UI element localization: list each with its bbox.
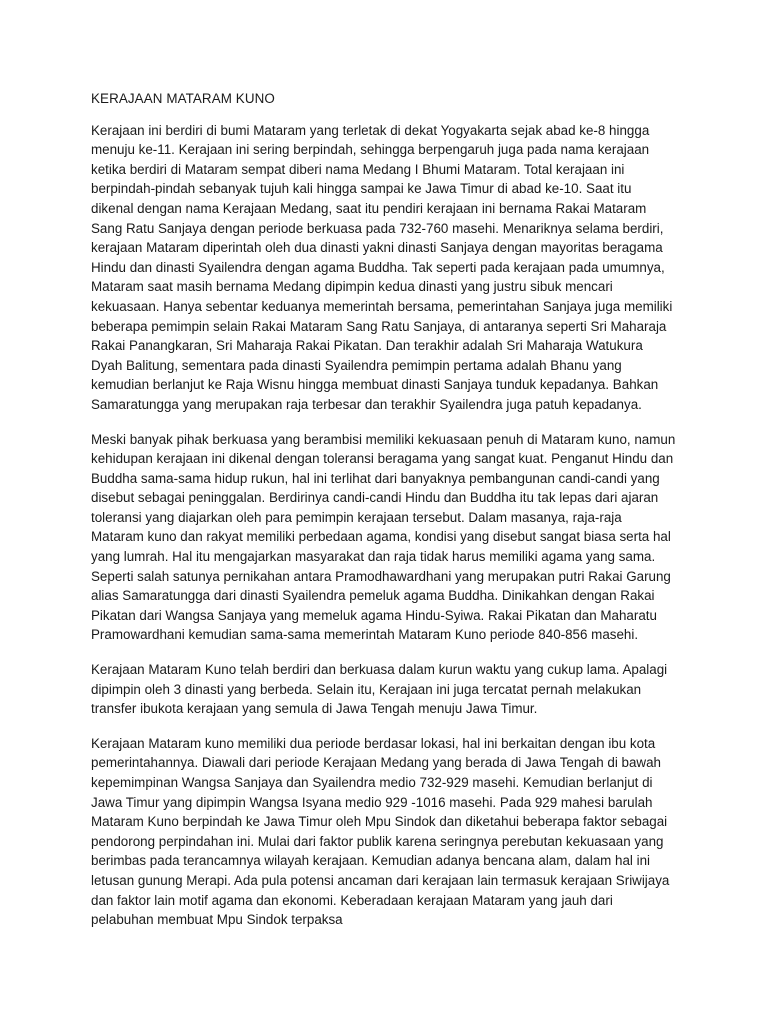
- paragraph-3: Kerajaan Mataram Kuno telah berdiri dan berkuasa dalam kurun waktu yang cukup lama. Apalagi dipimpin oleh 3 dinasti yang berbeda. Selain itu, Kerajaan ini juga tercatat pernah melakukan transfer ibukota kerajaan yang semula di Jawa Tengah menuju Jawa Timur.: [91, 662, 668, 717]
- paragraph-1: Kerajaan ini berdiri di bumi Mataram yang terletak di dekat Yogyakarta sejak abad ke-8 hingga menuju ke-11. Kerajaan ini sering berpindah, sehingga berpengaruh juga pada nama kerajaan ketika berdiri di Mataram sempat diberi nama Medang I Bhumi Mataram. Total kerajaan ini berpindah-pindah sebanyak tujuh kali hingga sampai ke Jawa Timur di abad ke-10. Saat itu dikenal dengan nama Kerajaan Medang, saat itu pendiri kerajaan ini bernama Rakai Mataram Sang Ratu Sanjaya dengan periode berkuasa pada 732-760 masehi. Menariknya selama berdiri, kerajaan Mataram diperintah oleh dua dinasti yakni dinasti Sanjaya dengan mayoritas beragama Hindu dan dinasti Syailendra dengan agama Buddha. Tak seperti pada kerajaan pada umumnya, Mataram saat masih bernama Medang dipimpin kedua dinasti yang justru sibuk mencari kekuasaan. Hanya sebentar keduanya memerintah bersama, pemerintahan Sanjaya juga memiliki beberapa pemimpin selain Rakai Mataram Sang Ratu Sanjaya, di antaranya seperti Sri Maharaja Rakai Panangkaran, Sri Maharaja Rakai Pikatan. Dan terakhir adalah Sri Maharaja Watukura Dyah Balitung, sementara pada dinasti Syailendra pemimpin pertama adalah Bhanu yang kemudian berlanjut ke Raja Wisnu hingga membuat dinasti Sanjaya tunduk kepadanya. Bahkan Samaratungga yang merupakan raja terbesar dan terakhir Syailendra juga patuh kepadanya.: [91, 122, 673, 412]
- document-body: [91, 89, 677, 945]
- paragraph-4: Kerajaan Mataram kuno memiliki dua periode berdasar lokasi, hal ini berkaitan dengan ibu kota pemerintahannya. Diawali dari periode Kerajaan Medang yang berada di Jawa Tengah di bawah kepemimpinan Wangsa Sanjaya dan Syailendra medio 732-929 masehi. Kemudian berlanjut di Jawa Timur yang dipimpin Wangsa Isyana medio 929 -1016 masehi. Pada 929 mahesi barulah Mataram Kuno berpindah ke Jawa Timur oleh Mpu Sindok dan diketahui beberapa faktor sebagai pendorong perpindahan ini. Mulai dari faktor publik karena seringnya perebutan kekuasaan yang berimbas pada terancamnya wilayah kerajaan. Kemudian adanya bencana alam, dalam hal ini letusan gunung Merapi. Ada pula potensi ancaman dari kerajaan lain termasuk kerajaan Sriwijaya dan faktor lain motif agama dan ekonomi. Keberadaan kerajaan Mataram yang jauh dari pelabuhan membuat Mpu Sindok terpaksa: [91, 735, 670, 928]
- paragraph-2: Meski banyak pihak berkuasa yang berambisi memiliki kekuasaan penuh di Mataram kuno, namun kehidupan kerajaan ini dikenal dengan toleransi beragama yang sangat kuat. Penganut Hindu dan Buddha sama-sama hidup rukun, hal ini terlihat dari banyaknya pembangunan candi-candi yang disebut sebagai peninggalan. Berdirinya candi-candi Hindu dan Buddha itu tak lepas dari ajaran toleransi yang diajarkan oleh para pemimpin kerajaan tersebut. Dalam masanya, raja-raja Mataram kuno dan rakyat memiliki perbedaan agama, kondisi yang disebut sangat biasa serta hal yang lumrah. Hal itu mengajarkan masyarakat dan raja tidak harus memiliki agama yang sama. Seperti salah satunya pernikahan antara Pramodhawardhani yang merupakan putri Rakai Garung alias Samaratungga dari dinasti Syailendra pemeluk agama Buddha. Dinikahkan dengan Rakai Pikatan dari Wangsa Sanjaya yang memeluk agama Hindu-Syiwa. Rakai Pikatan dan Maharatu Pramowardhani kemudian sama-sama memerintah Mataram Kuno periode 840-856 masehi.: [91, 431, 676, 643]
- document-title: KERAJAAN MATARAM KUNO: [91, 91, 275, 106]
